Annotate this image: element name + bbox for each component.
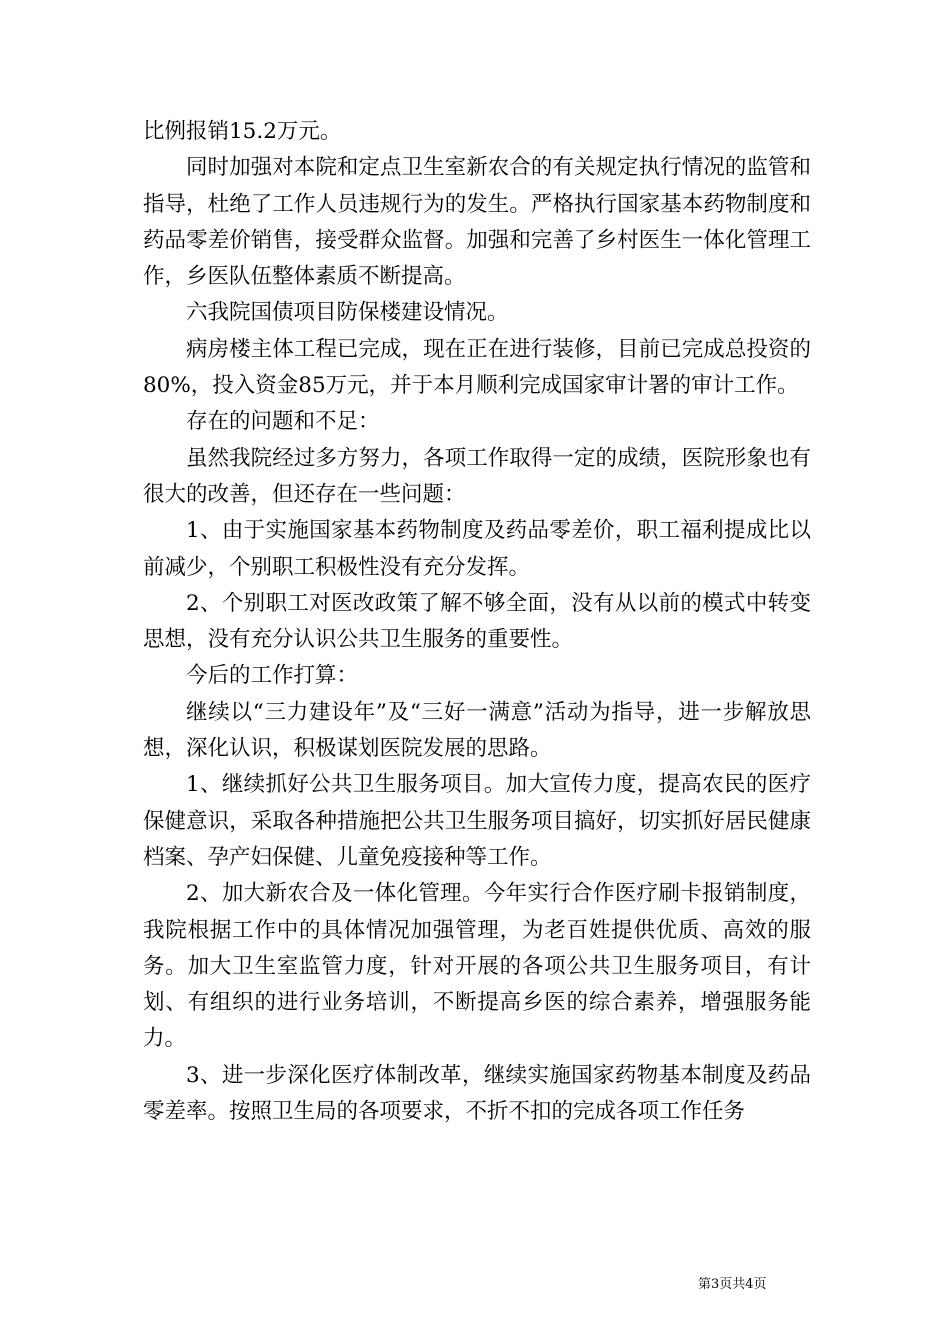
page-number: 第3页共4页 [698,1277,767,1292]
paragraph-heading-building: 六我院国债项目防保楼建设情况。 [186,300,509,326]
paragraph-problems-intro: 虽然我院经过多方努力，各项工作取得一定的成绩，医院形象也有很大的改善，但还存在一些问题： [143,445,811,507]
paragraph-plan-2: 2、加大新农合及一体化管理。今年实行合作医疗刷卡报销制度，我院根据工作中的具体情况加强管理，为老百姓提供优质、高效的服务。加大卫生室监管力度，针对开展的各项公共卫生服务项目，有计划、有组织的进行业务培训，不断提高乡医的综合素养，增强服务能力。 [143,881,811,1052]
paragraph-plan-1: 1、继续抓好公共卫生服务项目。加大宣传力度，提高农民的医疗保健意识，采取各种措施把公共卫生服务项目搞好，切实抓好居民健康档案、孕产妇保健、儿童免疫接种等工作。 [143,772,811,870]
paragraph-problem-1: 1、由于实施国家基本药物制度及药品零差价，职工福利提成比以前减少，个别职工积极性没有充分发挥。 [143,518,811,580]
paragraph-problem-2: 2、个别职工对医改政策了解不够全面，没有从以前的模式中转变思想，没有充分认识公共卫生服务的重要性。 [143,590,811,653]
paragraph-supervision: 同时加强对本院和定点卫生室新农合的有关规定执行情况的监管和指导，杜绝了工作人员违规行为的发生。严格执行国家基本药物制度和药品零差价销售，接受群众监督。加强和完善了乡村医生一体化管理工作，乡医队伍整体素质不断提高。 [143,155,811,290]
paragraph-plans-intro: 继续以“三力建设年”及“三好一满意”活动为指导，进一步解放思想，深化认识，积极谋划医院发展的思路。 [143,699,811,762]
document-body [143,114,811,1130]
paragraph-heading-problems: 存在的问题和不足： [186,409,380,435]
paragraph-plan-3: 3、进一步深化医疗体制改革，继续实施国家药物基本制度及药品零差率。按照卫生局的各项要求，不折不扣的完成各项工作任务 [143,1062,811,1125]
paragraph-reimbursement: 比例报销15.2万元。 [143,119,342,144]
paragraph-heading-plans: 今后的工作打算： [186,663,359,689]
paragraph-building-progress: 病房楼主体工程已完成，现在正在进行装修，目前已完成总投资的80%，投入资金85万元，并于本月顺利完成国家审计署的审计工作。 [143,336,811,399]
